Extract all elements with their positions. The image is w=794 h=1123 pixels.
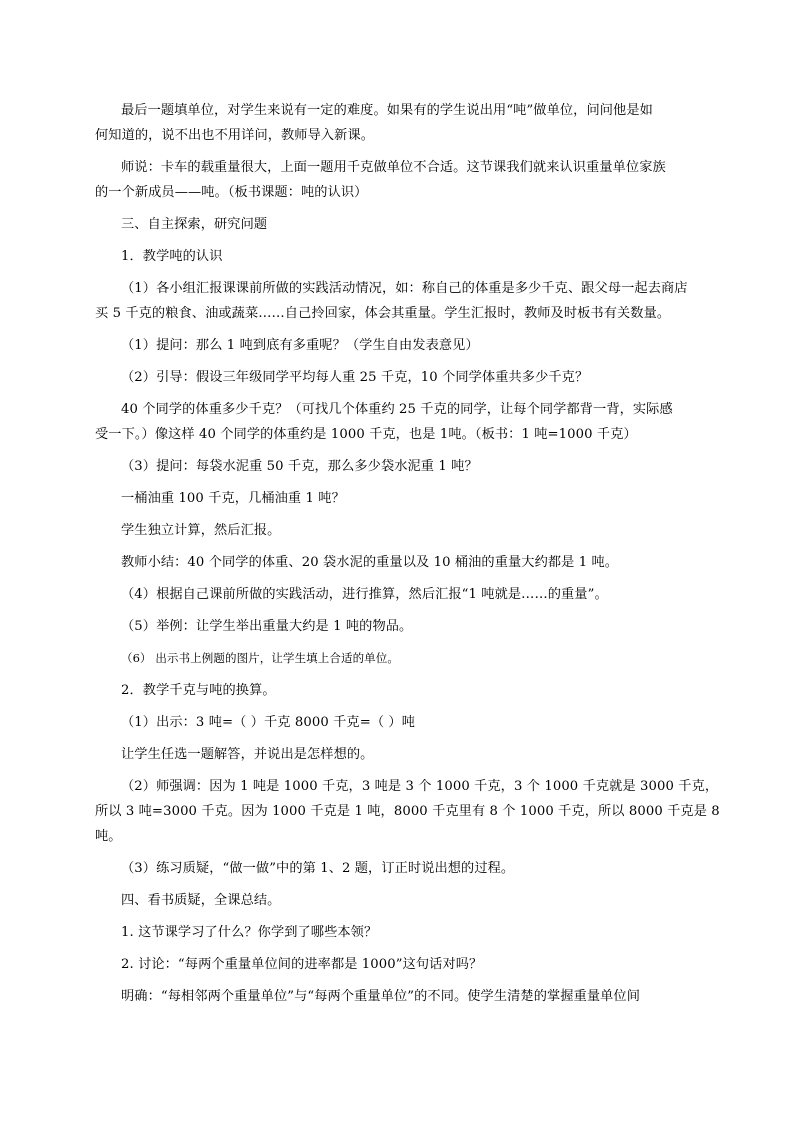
text-line: 1．教学吨的认识 [121, 249, 223, 264]
paragraph-teacher-says [95, 155, 705, 205]
text-line: （3）练习质疑，“做一做”中的第 1、2 题，订正时说出想的过程。 [121, 861, 515, 876]
paragraph-teacher-emphasis [95, 774, 720, 849]
document-body [95, 98, 720, 1016]
text-line: 吨。 [95, 829, 122, 844]
text-line: （3）提问：每袋水泥重 50 千克，那么多少袋水泥重 1 吨？ [121, 459, 478, 474]
section-heading-summary [95, 888, 705, 913]
text-line: （1）出示：3 吨=（ ）千克 8000 千克=（ ）吨 [121, 715, 416, 730]
subheading-conversion [95, 678, 705, 703]
text-line: 买 5 千克的粮食、油或蔬菜……自己拎回家，体会其重量。学生汇报时，教师及时板书有关数量。 [95, 306, 671, 321]
text-line: （4）根据自己课前所做的实践活动，进行推算，然后汇报“1 吨就是……的重量”。 [121, 587, 608, 602]
text-line: 最后一题填单位，对学生来说有一定的难度。如果有的学生说出用“吨”做单位，问问他是如 [121, 103, 653, 118]
text-line: （5）举例：让学生举出重量大约是 1 吨的物品。 [121, 619, 413, 634]
paragraph-teacher-summary [95, 550, 705, 575]
paragraph-step-4 [95, 582, 705, 607]
text-line: 40 个同学的体重多少千克？（可找几个体重约 25 千克的同学，让每个同学都背一背，实际感 [121, 402, 673, 417]
paragraph-40-students [95, 397, 705, 447]
text-line: 1. 这节课学习了什么？你学到了哪些本领？ [121, 925, 378, 940]
paragraph-summary-1 [95, 920, 705, 945]
text-line: （6） 出示书上例题的图片，让学生填上合适的单位。 [121, 651, 399, 665]
text-line: 何知道的，说不出也不用详问，教师导入新课。 [95, 128, 375, 143]
text-line: 一桶油重 100 千克，几桶油重 1 吨？ [121, 491, 345, 506]
paragraph-guide-2 [95, 365, 705, 390]
paragraph-choose-one [95, 742, 705, 767]
paragraph-question-1 [95, 333, 705, 358]
text-line: 明确：“每相邻两个重量单位”与“每两个重量单位”的不同。使学生清楚的掌握重量单位间 [121, 989, 641, 1004]
section-heading-explore [95, 212, 705, 237]
text-line: （1）提问：那么 1 吨到底有多重呢？（学生自由发表意见） [121, 338, 479, 353]
paragraph-summary-2 [95, 952, 705, 977]
paragraph-question-3 [95, 454, 705, 479]
text-line: 受一下。）像这样 40 个同学的体重约是 1000 千克，也是 1吨。（板书：1 吨=1000 千克） [95, 427, 637, 442]
text-line: 2. 讨论：“每两个重量单位间的进率都是 1000”这句话对吗？ [121, 957, 483, 972]
paragraph-oil-barrel [95, 486, 705, 511]
subheading-ton-concept [95, 244, 705, 269]
text-line: 师说：卡车的载重量很大，上面一题用千克做单位不合适。这节课我们就来认识重量单位家族 [121, 160, 666, 175]
paragraph-group-report [95, 276, 705, 326]
paragraph-step-5 [95, 614, 705, 639]
text-line: 教师小结：40 个同学的体重、20 袋水泥的重量以及 10 桶油的重量大约都是 1 吨。 [121, 555, 619, 570]
text-line: 三、自主探索，研究问题 [121, 217, 268, 232]
paragraph-show-exercise [95, 710, 705, 735]
paragraph-practice [95, 856, 705, 881]
text-line: （2）引导：假设三年级同学平均每人重 25 千克，10 个同学体重共多少千克？ [121, 370, 589, 385]
paragraph-intro-last-question [95, 98, 705, 148]
paragraph-independent-calc [95, 518, 705, 543]
paragraph-step-6 [95, 646, 705, 671]
text-line: 的一个新成员——吨。（板书课题：吨的认识） [95, 185, 368, 200]
text-line: （2）师强调：因为 1 吨是 1000 千克，3 吨是 3 个 1000 千克，3 个 1000 千克就是 3000 千克， [121, 779, 719, 794]
text-line: 2．教学千克与吨的换算。 [121, 683, 276, 698]
text-line: 学生独立计算，然后汇报。 [121, 523, 281, 538]
paragraph-clarify [95, 984, 705, 1009]
text-line: 让学生任选一题解答，并说出是怎样想的。 [121, 747, 374, 762]
text-line: 四、看书质疑，全课总结。 [121, 893, 281, 908]
text-line: 所以 3 吨=3000 千克。因为 1000 千克是 1 吨，8000 千克里有 8 个 1000 千克，所以 8000 千克是 8 [95, 804, 720, 819]
text-line: （1）各小组汇报课课前所做的实践活动情况，如：称自己的体重是多少千克、跟父母一起去商店 [121, 281, 688, 296]
